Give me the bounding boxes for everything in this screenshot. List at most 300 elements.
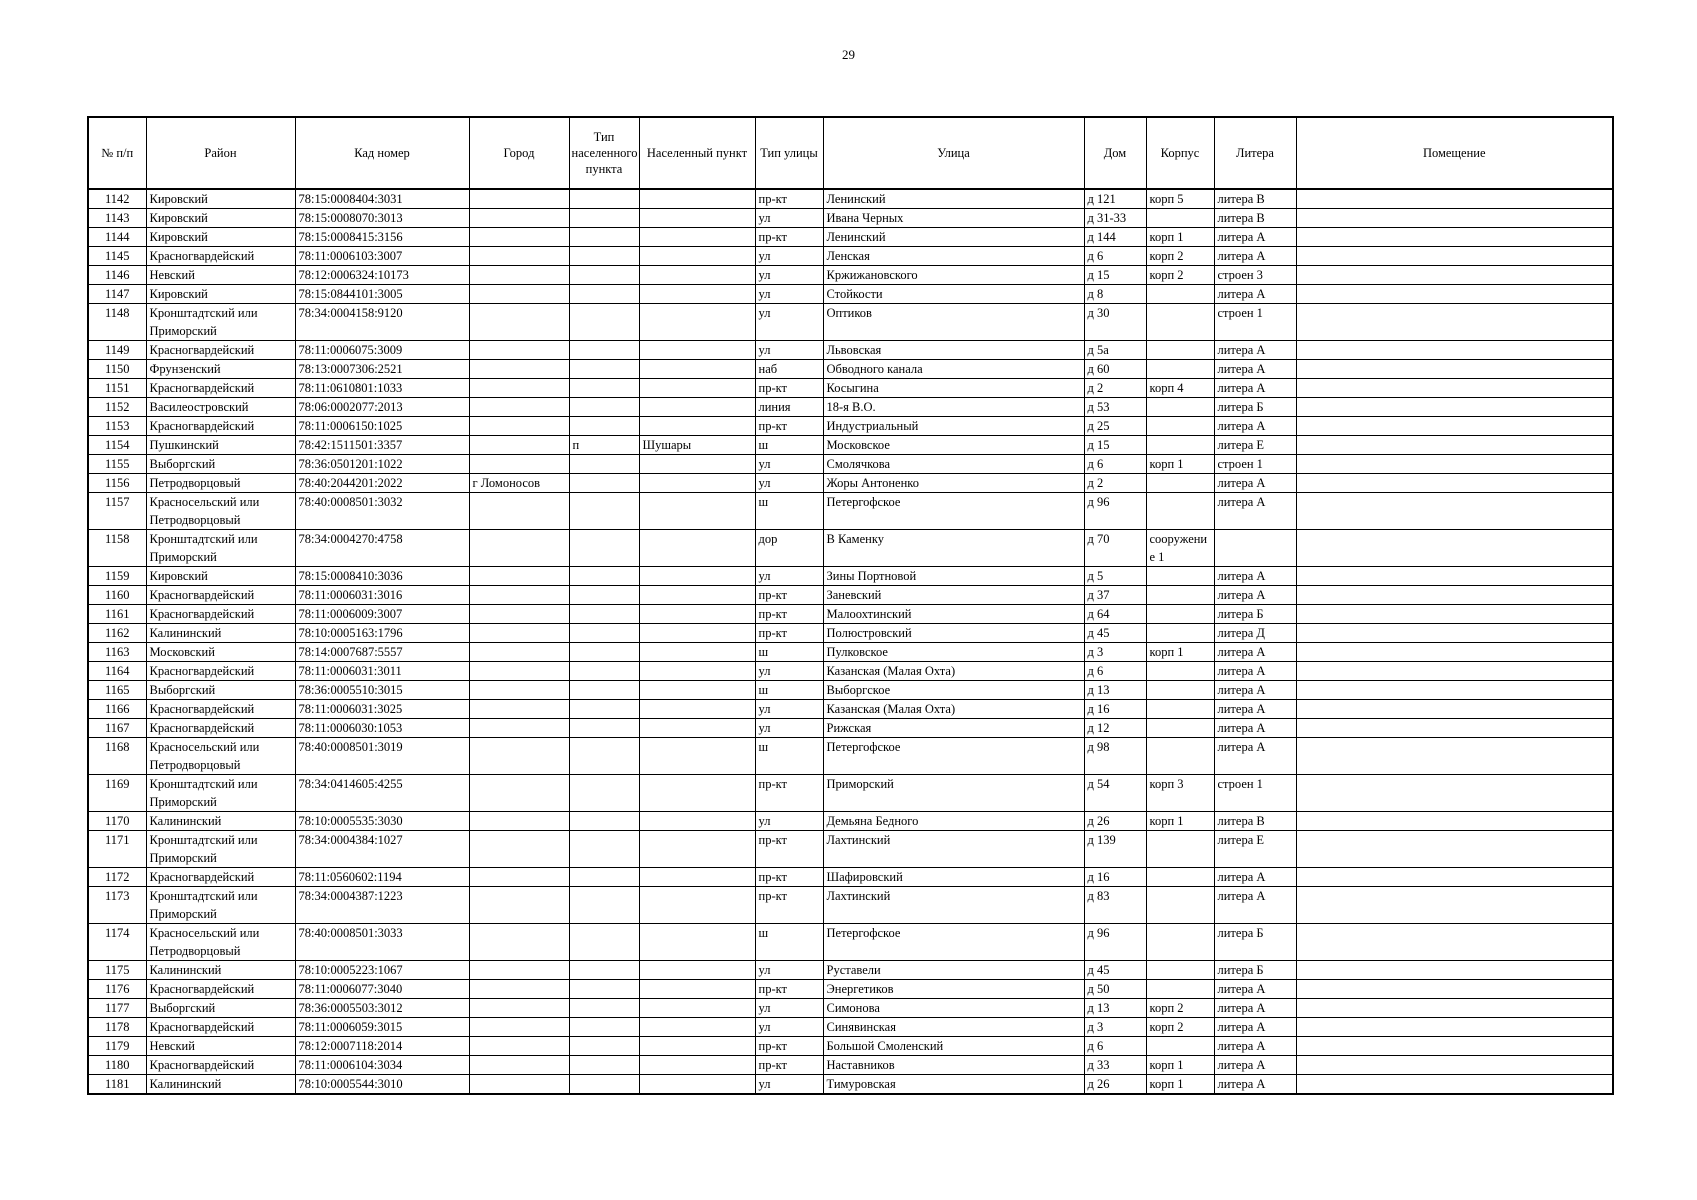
column-header-city: Город [469,117,569,189]
column-header-settlement: Населенный пункт [639,117,755,189]
cell-building [1146,493,1214,530]
table-row [88,189,1613,209]
table-row [88,961,1613,980]
cell-city [469,379,569,398]
cell-num: 1174 [88,924,146,961]
cell-house: д 2 [1084,379,1146,398]
cell-city [469,643,569,662]
cell-street-type: пр-кт [755,831,823,868]
cell-premises [1296,1018,1613,1037]
cell-num: 1144 [88,228,146,247]
cell-settlement [639,247,755,266]
cell-district: Кронштадтский или Приморский [146,530,295,567]
table-row [88,341,1613,360]
cell-building [1146,924,1214,961]
cell-street-type: ул [755,285,823,304]
cell-settlement [639,980,755,999]
cell-street-type: пр-кт [755,417,823,436]
cell-district: Кронштадтский или Приморский [146,304,295,341]
cell-city [469,360,569,379]
cell-district: Красногвардейский [146,662,295,681]
cell-cadastral: 78:40:0008501:3019 [295,738,469,775]
table-header-row [88,117,1613,189]
cell-settlement-type [569,719,639,738]
cell-settlement [639,341,755,360]
cell-street: Лахтинский [823,831,1084,868]
cell-settlement [639,605,755,624]
cell-building [1146,700,1214,719]
cell-street-type: ул [755,662,823,681]
cell-letter: литера А [1214,417,1296,436]
cell-house: д 54 [1084,775,1146,812]
cell-num: 1166 [88,700,146,719]
cell-num: 1163 [88,643,146,662]
table-row [88,379,1613,398]
cell-settlement-type [569,924,639,961]
cell-cadastral: 78:12:0007118:2014 [295,1037,469,1056]
cell-district: Калининский [146,1075,295,1095]
cell-settlement-type [569,831,639,868]
cell-house: д 25 [1084,417,1146,436]
cell-num: 1172 [88,868,146,887]
cell-settlement-type [569,961,639,980]
cell-city [469,285,569,304]
cell-settlement-type [569,455,639,474]
cell-cadastral: 78:14:0007687:5557 [295,643,469,662]
cell-premises [1296,868,1613,887]
table-row [88,1037,1613,1056]
cell-street-type: ш [755,738,823,775]
cell-building: корп 2 [1146,266,1214,285]
table-row [88,417,1613,436]
cell-settlement-type [569,474,639,493]
cell-settlement-type [569,605,639,624]
cell-house: д 13 [1084,999,1146,1018]
cell-premises [1296,961,1613,980]
cell-cadastral: 78:11:0006150:1025 [295,417,469,436]
cell-premises [1296,304,1613,341]
cell-street-type: ул [755,341,823,360]
cell-cadastral: 78:40:0008501:3033 [295,924,469,961]
cell-settlement [639,285,755,304]
cell-building [1146,586,1214,605]
cell-cadastral: 78:11:0006030:1053 [295,719,469,738]
cell-letter: литера Д [1214,624,1296,643]
cell-settlement-type [569,209,639,228]
cell-street: Смолячкова [823,455,1084,474]
cell-building: корп 1 [1146,643,1214,662]
cell-num: 1153 [88,417,146,436]
table-row [88,455,1613,474]
cell-settlement [639,999,755,1018]
cell-street-type: пр-кт [755,228,823,247]
cell-street: Тимуровская [823,1075,1084,1095]
cell-house: д 53 [1084,398,1146,417]
cell-letter: литера А [1214,1037,1296,1056]
cell-city [469,567,569,586]
cell-city [469,812,569,831]
table-row [88,999,1613,1018]
cell-settlement-type [569,304,639,341]
cell-cadastral: 78:11:0006103:3007 [295,247,469,266]
cell-city [469,719,569,738]
cell-house: д 6 [1084,247,1146,266]
cell-street: Стойкости [823,285,1084,304]
cell-num: 1147 [88,285,146,304]
cell-num: 1167 [88,719,146,738]
cell-building: сооружение 1 [1146,530,1214,567]
cell-house: д 64 [1084,605,1146,624]
cell-house: д 50 [1084,980,1146,999]
cell-street: Шафировский [823,868,1084,887]
cell-cadastral: 78:11:0610801:1033 [295,379,469,398]
cell-house: д 8 [1084,285,1146,304]
cell-district: Красногвардейский [146,1056,295,1075]
cell-city [469,417,569,436]
cell-street-type: пр-кт [755,605,823,624]
cell-street-type: ш [755,681,823,700]
cell-street-type: пр-кт [755,980,823,999]
cell-premises [1296,493,1613,530]
cell-letter: литера А [1214,738,1296,775]
cell-letter: литера А [1214,285,1296,304]
cell-settlement-type [569,999,639,1018]
cell-house: д 37 [1084,586,1146,605]
table-row [88,887,1613,924]
cell-letter: литера А [1214,493,1296,530]
cell-settlement-type [569,1018,639,1037]
cell-premises [1296,624,1613,643]
cell-settlement [639,360,755,379]
cell-premises [1296,1037,1613,1056]
cell-letter: литера А [1214,474,1296,493]
cell-district: Петродворцовый [146,474,295,493]
cell-city [469,887,569,924]
cell-street: Энергетиков [823,980,1084,999]
cell-district: Красносельский или Петродворцовый [146,493,295,530]
cell-settlement [639,775,755,812]
cell-city [469,530,569,567]
column-header-building: Корпус [1146,117,1214,189]
cell-settlement [639,700,755,719]
cell-street: Полюстровский [823,624,1084,643]
cell-settlement [639,961,755,980]
cell-building [1146,681,1214,700]
table-row [88,924,1613,961]
cell-city [469,980,569,999]
cell-settlement [639,398,755,417]
cell-street: Большой Смоленский [823,1037,1084,1056]
cell-settlement [639,868,755,887]
cell-num: 1161 [88,605,146,624]
table-row [88,304,1613,341]
cell-street: Наставников [823,1056,1084,1075]
address-registry-table [87,116,1614,1095]
cell-premises [1296,266,1613,285]
cell-num: 1156 [88,474,146,493]
cell-letter: литера А [1214,980,1296,999]
cell-building: корп 1 [1146,1075,1214,1095]
cell-city [469,1075,569,1095]
cell-letter: литера А [1214,379,1296,398]
cell-district: Красногвардейский [146,586,295,605]
cell-premises [1296,341,1613,360]
cell-settlement-type [569,493,639,530]
cell-settlement [639,681,755,700]
cell-district: Кировский [146,285,295,304]
cell-cadastral: 78:10:0005163:1796 [295,624,469,643]
cell-street: Приморский [823,775,1084,812]
cell-city [469,605,569,624]
cell-premises [1296,285,1613,304]
cell-street: Московское [823,436,1084,455]
cell-city [469,247,569,266]
table-row [88,567,1613,586]
cell-premises [1296,567,1613,586]
cell-city [469,189,569,209]
cell-premises [1296,605,1613,624]
column-header-house: Дом [1084,117,1146,189]
cell-premises [1296,643,1613,662]
cell-district: Красногвардейский [146,1018,295,1037]
cell-street: Кржижановского [823,266,1084,285]
cell-cadastral: 78:11:0006009:3007 [295,605,469,624]
cell-street-type: ул [755,1018,823,1037]
cell-street-type: пр-кт [755,1037,823,1056]
cell-settlement [639,304,755,341]
cell-num: 1158 [88,530,146,567]
cell-letter: литера А [1214,719,1296,738]
cell-settlement [639,812,755,831]
cell-settlement-type [569,530,639,567]
cell-letter: литера А [1214,662,1296,681]
cell-settlement-type [569,624,639,643]
cell-cadastral: 78:34:0414605:4255 [295,775,469,812]
cell-house: д 60 [1084,360,1146,379]
cell-city [469,1018,569,1037]
cell-settlement [639,738,755,775]
cell-city [469,228,569,247]
cell-city [469,209,569,228]
cell-building: корп 2 [1146,1018,1214,1037]
cell-settlement [639,624,755,643]
cell-cadastral: 78:15:0008415:3156 [295,228,469,247]
cell-cadastral: 78:15:0844101:3005 [295,285,469,304]
cell-house: д 6 [1084,662,1146,681]
cell-letter: литера А [1214,643,1296,662]
cell-settlement: Шушары [639,436,755,455]
cell-cadastral: 78:34:0004384:1027 [295,831,469,868]
cell-city [469,700,569,719]
cell-street: Руставели [823,961,1084,980]
cell-settlement-type [569,417,639,436]
cell-building [1146,360,1214,379]
cell-building [1146,474,1214,493]
cell-letter: литера Б [1214,924,1296,961]
cell-settlement [639,379,755,398]
cell-district: Кировский [146,567,295,586]
cell-building [1146,1037,1214,1056]
cell-premises [1296,812,1613,831]
cell-district: Фрунзенский [146,360,295,379]
cell-street: Зины Портновой [823,567,1084,586]
table-row [88,775,1613,812]
cell-num: 1143 [88,209,146,228]
cell-cadastral: 78:34:0004158:9120 [295,304,469,341]
cell-district: Невский [146,1037,295,1056]
cell-settlement-type [569,341,639,360]
cell-city [469,586,569,605]
cell-district: Красногвардейский [146,719,295,738]
cell-letter: литера Б [1214,605,1296,624]
cell-num: 1170 [88,812,146,831]
cell-street-type: ул [755,961,823,980]
cell-settlement-type: п [569,436,639,455]
cell-cadastral: 78:11:0006075:3009 [295,341,469,360]
table-row [88,530,1613,567]
column-header-premises: Помещение [1296,117,1613,189]
table-row [88,980,1613,999]
cell-street: Выборгское [823,681,1084,700]
cell-num: 1146 [88,266,146,285]
cell-house: д 26 [1084,1075,1146,1095]
cell-cadastral: 78:11:0006104:3034 [295,1056,469,1075]
cell-settlement [639,662,755,681]
cell-street: Казанская (Малая Охта) [823,662,1084,681]
cell-street-type: пр-кт [755,1056,823,1075]
cell-premises [1296,1075,1613,1095]
cell-num: 1164 [88,662,146,681]
cell-premises [1296,662,1613,681]
cell-house: д 5 [1084,567,1146,586]
cell-house: д 31-33 [1084,209,1146,228]
cell-settlement [639,1018,755,1037]
cell-district: Кронштадтский или Приморский [146,831,295,868]
cell-settlement [639,831,755,868]
cell-street-type: пр-кт [755,624,823,643]
cell-city [469,868,569,887]
cell-num: 1160 [88,586,146,605]
cell-premises [1296,209,1613,228]
table-row [88,1056,1613,1075]
cell-district: Красногвардейский [146,980,295,999]
cell-street: Обводного канала [823,360,1084,379]
cell-house: д 3 [1084,643,1146,662]
table-row [88,605,1613,624]
cell-building [1146,831,1214,868]
column-header-letter: Литера [1214,117,1296,189]
table-row [88,247,1613,266]
cell-num: 1150 [88,360,146,379]
table-row [88,643,1613,662]
cell-street: Малоохтинский [823,605,1084,624]
cell-settlement [639,924,755,961]
cell-num: 1178 [88,1018,146,1037]
cell-district: Калининский [146,961,295,980]
cell-letter: литера А [1214,341,1296,360]
table-row [88,681,1613,700]
cell-building: корп 1 [1146,1056,1214,1075]
cell-street-type: пр-кт [755,775,823,812]
cell-num: 1162 [88,624,146,643]
cell-letter: литера А [1214,586,1296,605]
cell-street: Ленинский [823,228,1084,247]
cell-cadastral: 78:12:0006324:10173 [295,266,469,285]
cell-street: Лахтинский [823,887,1084,924]
table-row [88,812,1613,831]
cell-street-type: ш [755,924,823,961]
cell-settlement-type [569,228,639,247]
cell-street-type: пр-кт [755,887,823,924]
cell-cadastral: 78:06:0002077:2013 [295,398,469,417]
cell-house: д 70 [1084,530,1146,567]
column-header-num: № п/п [88,117,146,189]
cell-house: д 16 [1084,868,1146,887]
cell-premises [1296,887,1613,924]
cell-cadastral: 78:11:0006077:3040 [295,980,469,999]
table-row [88,360,1613,379]
cell-settlement [639,530,755,567]
cell-letter: литера А [1214,887,1296,924]
cell-premises [1296,360,1613,379]
cell-street-type: ул [755,719,823,738]
cell-city [469,436,569,455]
cell-settlement [639,417,755,436]
cell-settlement-type [569,247,639,266]
cell-num: 1173 [88,887,146,924]
cell-street-type: ул [755,474,823,493]
cell-street-type: ш [755,493,823,530]
cell-building [1146,887,1214,924]
cell-letter: литера А [1214,228,1296,247]
cell-num: 1176 [88,980,146,999]
cell-building [1146,738,1214,775]
cell-settlement-type [569,700,639,719]
cell-house: д 45 [1084,624,1146,643]
cell-settlement-type [569,379,639,398]
cell-building [1146,719,1214,738]
cell-letter: литера В [1214,812,1296,831]
cell-settlement-type [569,398,639,417]
cell-settlement [639,719,755,738]
cell-cadastral: 78:36:0501201:1022 [295,455,469,474]
cell-street: Петергофское [823,493,1084,530]
cell-building [1146,980,1214,999]
cell-premises [1296,379,1613,398]
cell-cadastral: 78:11:0560602:1194 [295,868,469,887]
cell-letter: строен 1 [1214,455,1296,474]
cell-premises [1296,999,1613,1018]
cell-building: корп 4 [1146,379,1214,398]
cell-cadastral: 78:11:0006059:3015 [295,1018,469,1037]
cell-district: Пушкинский [146,436,295,455]
cell-premises [1296,924,1613,961]
table-row [88,624,1613,643]
cell-letter: литера А [1214,999,1296,1018]
cell-district: Калининский [146,624,295,643]
cell-letter [1214,530,1296,567]
cell-street: Ленская [823,247,1084,266]
cell-city [469,1056,569,1075]
cell-settlement-type [569,266,639,285]
cell-street-type: ул [755,999,823,1018]
cell-num: 1157 [88,493,146,530]
page-number: 29 [842,47,855,62]
cell-street-type: пр-кт [755,586,823,605]
cell-district: Невский [146,266,295,285]
cell-building: корп 5 [1146,189,1214,209]
cell-num: 1149 [88,341,146,360]
